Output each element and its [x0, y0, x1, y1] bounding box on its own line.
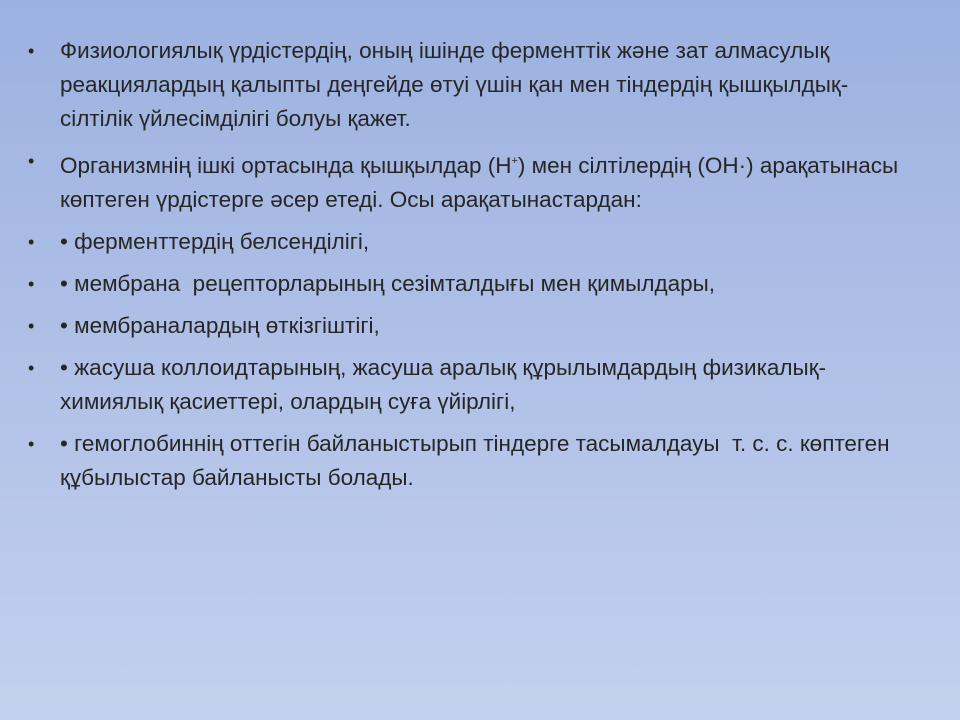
item-text: • жасуша коллоидтарының, жасуша аралық құрылымдардың физикалық-химиялық қасиеттері, олардың суға үйірлігі,: [60, 355, 827, 414]
bullet-icon: •: [28, 434, 35, 454]
item-text: Физиологиялық үрдістердің, оның ішінде ферменттік және зат алмасулық реакциялардың қалыпты деңгейде өтуі үшін қан мен тіндердің қышқылдық-сілтілік үйлесімділігі болуы қажет.: [60, 38, 849, 131]
list-item: [28, 267, 908, 301]
bullet-icon: •: [28, 358, 35, 378]
item-text: • мембрана рецепторларының сезімталдығы мен қимылдары,: [60, 271, 716, 296]
item-text: • мембраналардың өткізгіштігі,: [60, 313, 380, 338]
list-item: [28, 427, 908, 495]
bullet-icon: •: [28, 274, 35, 294]
list-item: [28, 225, 908, 259]
bullet-icon: •: [28, 316, 35, 336]
list-item: [28, 309, 908, 343]
item-text-cont: ) мен сілтілердің (ОН·) арақатынасы көптеген үрдістерге әсер етеді. Осы арақатынастардан:: [60, 153, 899, 212]
list-item: [28, 144, 908, 217]
list-item: [28, 351, 908, 419]
superscript-plus: +: [511, 155, 518, 167]
bullet-icon: •: [28, 151, 35, 171]
bullet-icon: •: [28, 41, 35, 61]
item-text: Организмнің ішкі ортасында қышқылдар (Н: [60, 153, 512, 178]
item-text: • ферменттердің белсенділігі,: [60, 229, 370, 254]
item-text: • гемоглобиннің оттегін байланыстырып тіндерге тасымалдауы т. с. с. көптеген құбылыстар байланысты болады.: [60, 431, 896, 490]
bullet-list: [28, 34, 908, 503]
bullet-icon: •: [28, 232, 35, 252]
list-item: [28, 34, 908, 136]
